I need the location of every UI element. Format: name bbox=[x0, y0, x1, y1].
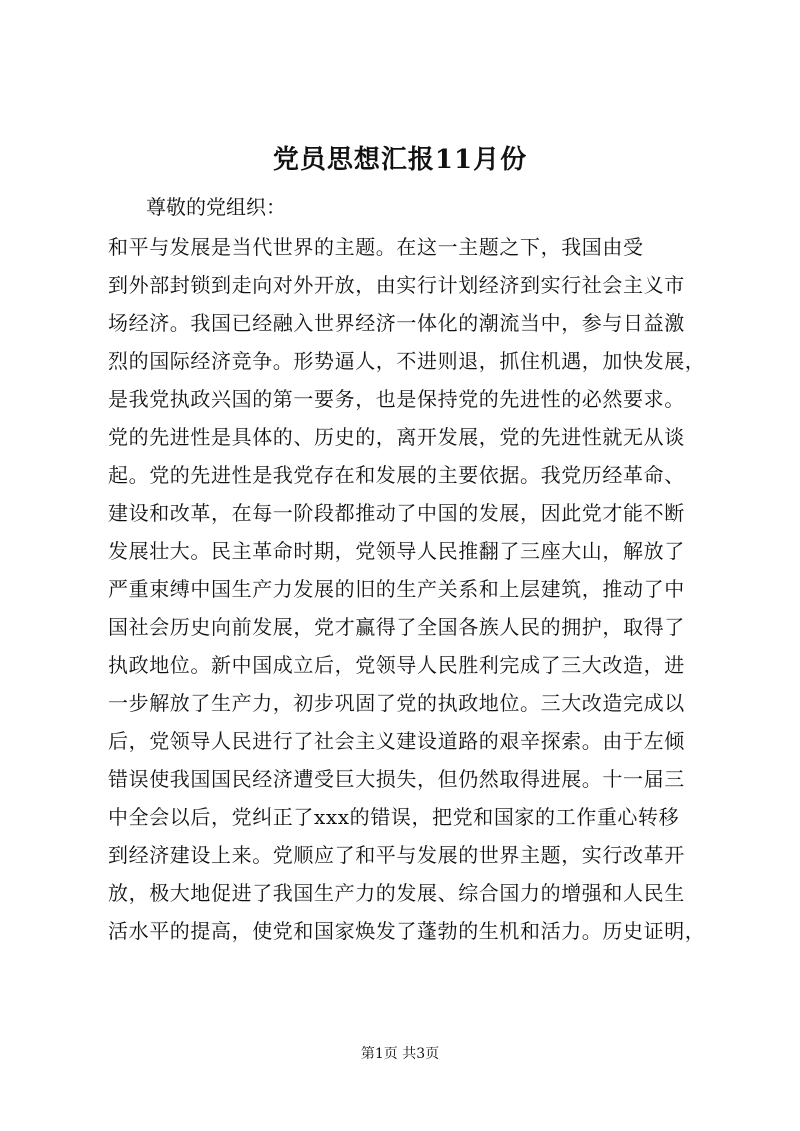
paragraph-line: 和平与发展是当代世界的主题。在这一主题之下，我国由受 bbox=[108, 235, 644, 259]
paragraph-line: 错误使我国国民经济遭受巨大损失，但仍然取得进展。十一届三 bbox=[108, 767, 685, 791]
paragraph-line: 国社会历史向前发展，党才赢得了全国各族人民的拥护，取得了 bbox=[108, 615, 685, 639]
paragraph-line: 党的先进性是具体的、历史的，离开发展，党的先进性就无从谈 bbox=[108, 425, 685, 449]
paragraph-line: 建设和改革，在每一阶段都推动了中国的发展，因此党才能不断 bbox=[108, 501, 685, 525]
page-footer: 第1页 共3页 bbox=[360, 1046, 440, 1062]
document-title: 党员思想汇报11月份 bbox=[272, 145, 528, 175]
paragraph-line: 到外部封锁到走向对外开放，由实行计划经济到实行社会主义市 bbox=[108, 273, 685, 297]
paragraph-line: 放，极大地促进了我国生产力的发展、综合国力的增强和人民生 bbox=[108, 881, 685, 905]
paragraph-line: 到经济建设上来。党顺应了和平与发展的世界主题，实行改革开 bbox=[108, 843, 685, 867]
paragraph-line: 一步解放了生产力，初步巩固了党的执政地位。三大改造完成以 bbox=[108, 691, 685, 715]
paragraph-line: 场经济。我国已经融入世界经济一体化的潮流当中，参与日益激 bbox=[108, 311, 685, 335]
paragraph-line: 严重束缚中国生产力发展的旧的生产关系和上层建筑，推动了中 bbox=[108, 577, 685, 601]
paragraph-line: 烈的国际经济竞争。形势逼人，不进则退，抓住机遇，加快发展， bbox=[108, 349, 706, 373]
paragraph-line: 起。党的先进性是我党存在和发展的主要依据。我党历经革命、 bbox=[108, 463, 685, 487]
paragraph-line: 是我党执政兴国的第一要务，也是保持党的先进性的必然要求。 bbox=[108, 387, 685, 411]
paragraph-line: 发展壮大。民主革命时期，党领导人民推翻了三座大山，解放了 bbox=[108, 539, 685, 563]
greeting-line: 尊敬的党组织： bbox=[146, 195, 286, 219]
paragraph-line: 中全会以后，党纠正了xxx的错误，把党和国家的工作重心转移 bbox=[108, 805, 680, 829]
paragraph-line: 后，党领导人民进行了社会主义建设道路的艰辛探索。由于左倾 bbox=[108, 729, 685, 753]
paragraph-line: 活水平的提高，使党和国家焕发了蓬勃的生机和活力。历史证明， bbox=[108, 919, 706, 943]
paragraph-line: 执政地位。新中国成立后，党领导人民胜利完成了三大改造，进 bbox=[108, 653, 685, 677]
